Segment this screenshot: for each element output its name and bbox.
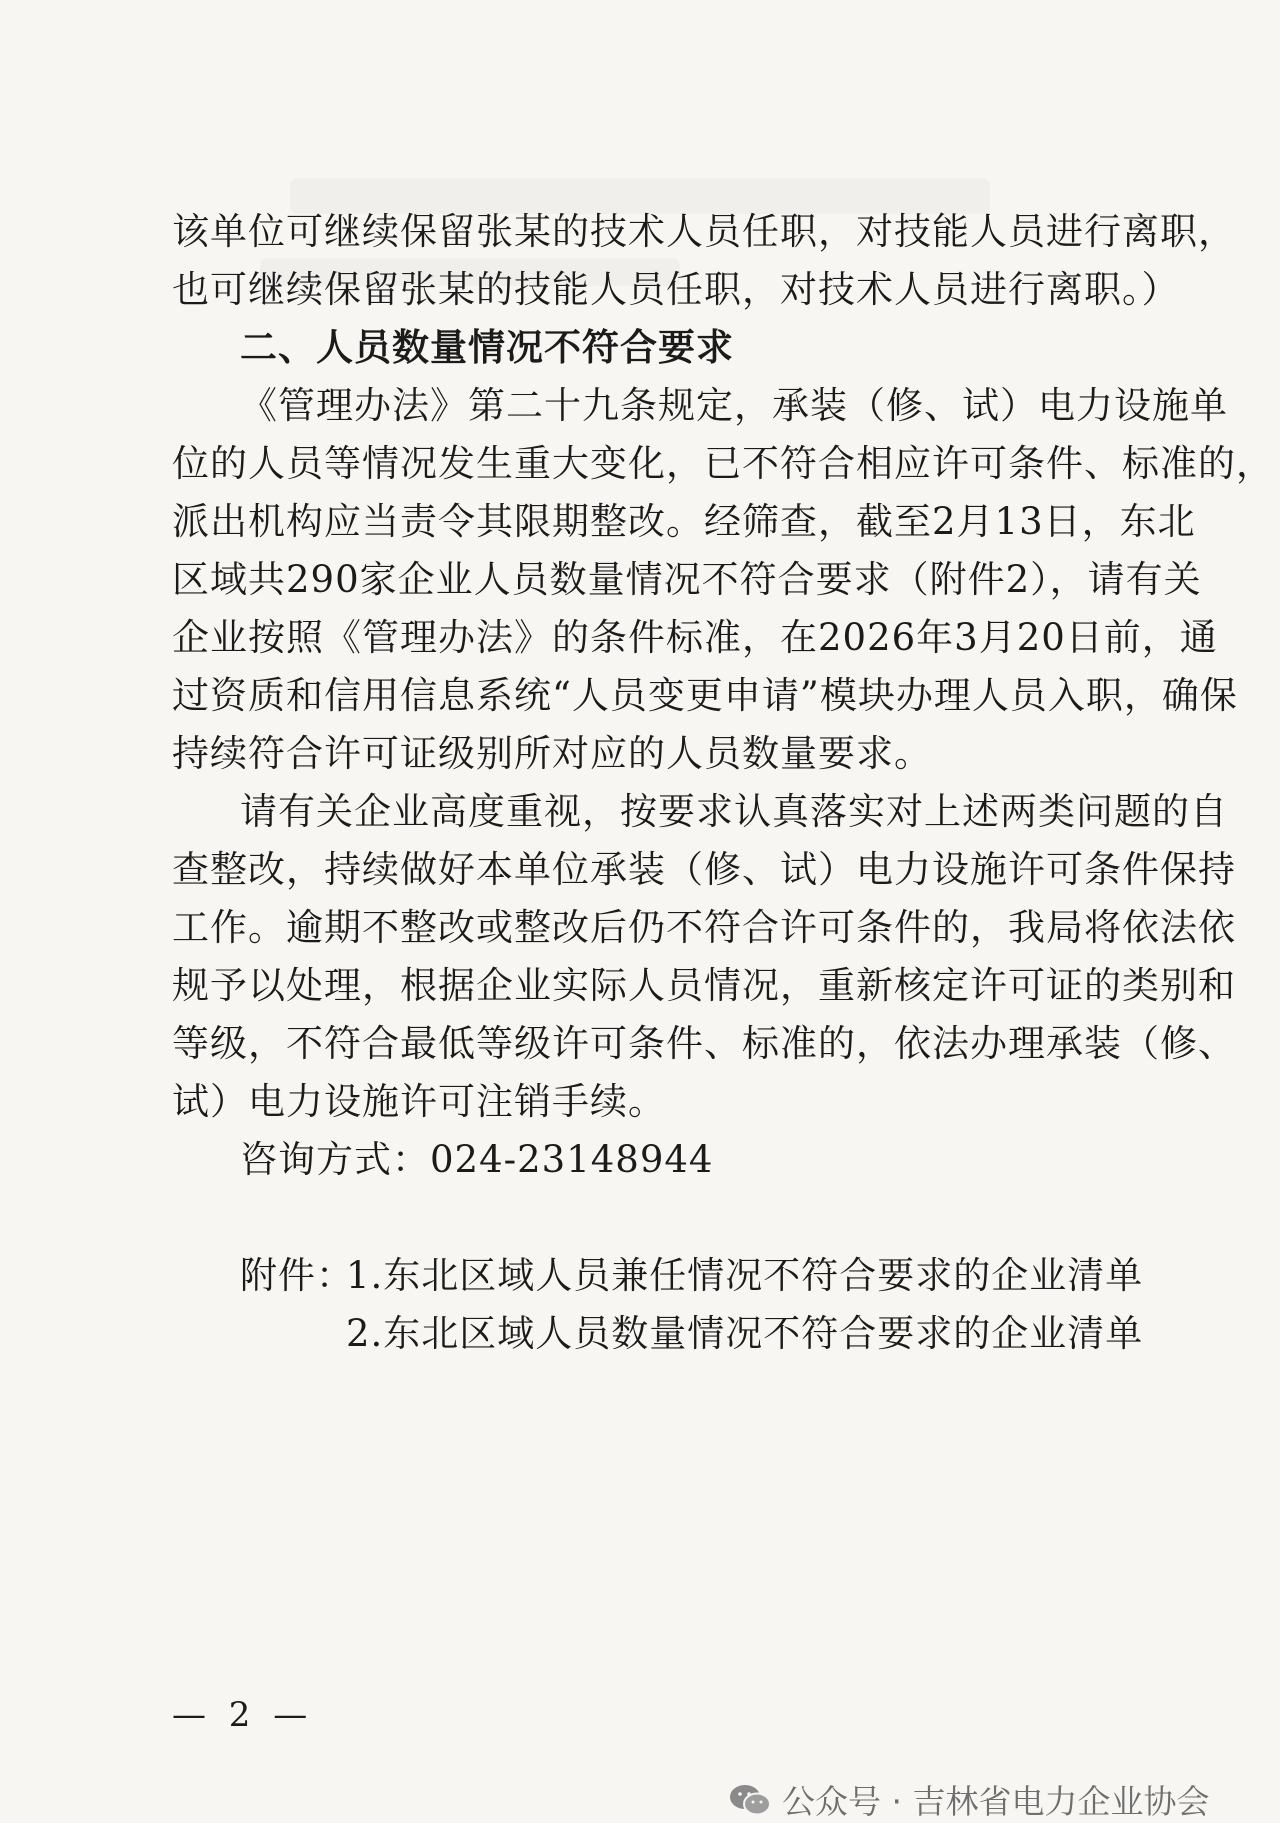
body-line: 过资质和信用信息系统“人员变更申请”模块办理人员入职，确保 [172, 674, 1238, 717]
body-line: 派出机构应当责令其限期整改。经筛查，截至2月13日，东北 [172, 500, 1196, 543]
body-line: 区域共290家企业人员数量情况不符合要求（附件2），请有关 [172, 558, 1202, 601]
body-line: 等级，不符合最低等级许可条件、标准的，依法办理承装（修、 [172, 1022, 1236, 1065]
wechat-icon [728, 1782, 772, 1818]
watermark [728, 1776, 1209, 1823]
body-line: 该单位可继续保留张某的技术人员任职，对技能人员进行离职， [172, 210, 1236, 253]
body-line: 查整改，持续做好本单位承装（修、试）电力设施许可条件保持 [172, 848, 1236, 891]
watermark-text: 公众号 · 吉林省电力企业协会 [782, 1782, 1210, 1821]
body-line: 《管理办法》第二十九条规定，承装（修、试）电力设施单 [240, 384, 1228, 427]
body-line: 位的人员等情况发生重大变化，已不符合相应许可条件、标准的， [172, 442, 1274, 485]
page-number: — 2 — [172, 1695, 314, 1735]
scan-smudge [290, 178, 990, 214]
body-line: 试）电力设施许可注销手续。 [172, 1080, 666, 1123]
body-line: 规予以处理，根据企业实际人员情况，重新核定许可证的类别和 [172, 964, 1236, 1007]
body-line: 企业按照《管理办法》的条件标准，在2026年3月20日前，通 [172, 616, 1218, 659]
attachments-label: 附件： [240, 1254, 354, 1297]
body-line: 请有关企业高度重视，按要求认真落实对上述两类问题的自 [240, 790, 1228, 833]
attachment-item: 2.东北区域人员数量情况不符合要求的企业清单 [346, 1312, 1144, 1355]
contact-info: 咨询方式：024-23148944 [240, 1138, 714, 1181]
section-heading: 二、人员数量情况不符合要求 [240, 326, 734, 369]
body-line: 持续符合许可证级别所对应的人员数量要求。 [172, 732, 932, 775]
body-line: 也可继续保留张某的技能人员任职，对技术人员进行离职。） [172, 268, 1180, 311]
attachment-item: 1.东北区域人员兼任情况不符合要求的企业清单 [346, 1254, 1144, 1297]
body-line: 工作。逾期不整改或整改后仍不符合许可条件的，我局将依法依 [172, 906, 1236, 949]
